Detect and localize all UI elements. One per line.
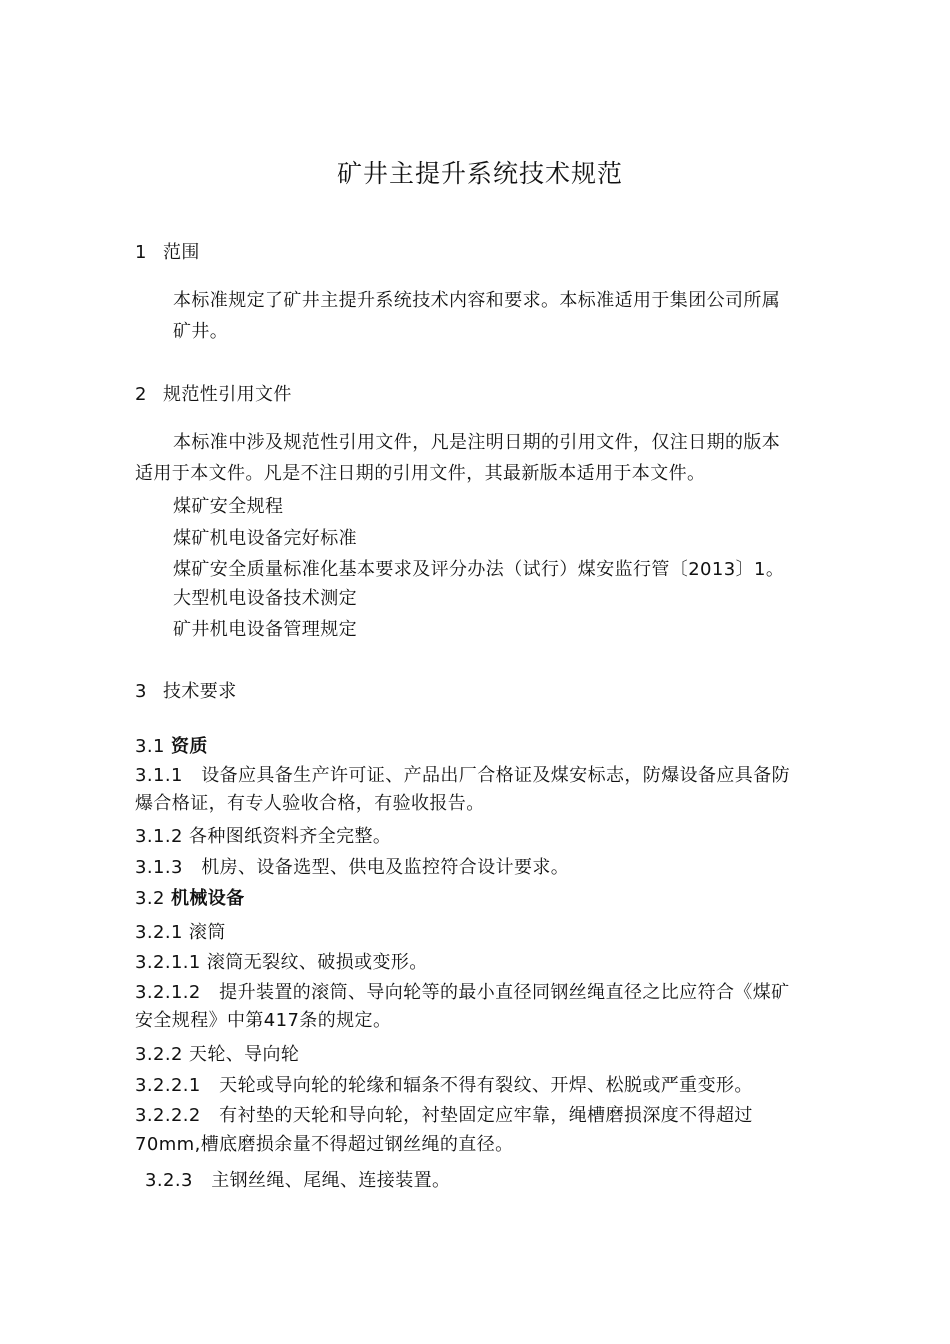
clause-line: 3.2.2.2 有衬垫的天轮和导向轮，衬垫固定应牢靠，绳槽磨损深度不得超过	[135, 1105, 753, 1126]
clause-line: 3.1.3 机房、设备选型、供电及监控符合设计要求。	[135, 857, 570, 878]
clause-line: 3.2.3 主钢丝绳、尾绳、连接装置。	[145, 1170, 451, 1191]
subsection-title: 机械设备	[170, 888, 245, 909]
reference-item: 煤矿安全规程	[173, 496, 284, 517]
subsection-number: 3.1	[135, 736, 165, 757]
clause-line: 3.1.2 各种图纸资料齐全完整。	[135, 826, 392, 847]
clause-line: 3.1.1 设备应具备生产许可证、产品出厂合格证及煤安标志，防爆设备应具备防	[135, 765, 790, 786]
section-number: 1	[135, 242, 147, 263]
reference-item: 矿井机电设备管理规定	[173, 619, 357, 640]
clause-line: 3.2.1 滚筒	[135, 922, 226, 943]
section-heading-2	[135, 384, 292, 406]
section-number: 2	[135, 384, 147, 405]
section-heading-3	[135, 681, 237, 703]
section-number: 3	[135, 681, 147, 702]
reference-item: 煤矿安全质量标准化基本要求及评分办法（试行）煤安监行管〔2013〕1。	[173, 559, 785, 580]
subsection-number: 3.2	[135, 888, 165, 909]
section-title: 技术要求	[163, 681, 237, 702]
paragraph-line: 适用于本文件。凡是不注日期的引用文件，其最新版本适用于本文件。	[135, 463, 706, 484]
clause-line: 3.2.2.1 天轮或导向轮的轮缘和辐条不得有裂纹、开焊、松脱或严重变形。	[135, 1075, 753, 1096]
reference-item: 大型机电设备技术测定	[173, 588, 357, 609]
section-heading-1	[135, 242, 200, 264]
clause-line: 爆合格证，有专人验收合格，有验收报告。	[135, 793, 485, 814]
reference-item: 煤矿机电设备完好标准	[173, 528, 357, 549]
subsection-heading	[135, 888, 245, 910]
section-title: 规范性引用文件	[163, 384, 292, 405]
paragraph-line: 本标准规定了矿井主提升系统技术内容和要求。本标准适用于集团公司所属	[173, 290, 781, 311]
clause-line: 安全规程》中第417条的规定。	[135, 1010, 392, 1031]
document-title: 矿井主提升系统技术规范	[337, 159, 624, 188]
clause-line: 3.2.1.1 滚筒无裂纹、破损或变形。	[135, 952, 428, 973]
subsection-title: 资质	[170, 736, 208, 757]
paragraph-line: 本标准中涉及规范性引用文件，凡是注明日期的引用文件，仅注日期的版本	[173, 432, 781, 453]
clause-line: 3.2.1.2 提升装置的滚筒、导向轮等的最小直径同钢丝绳直径之比应符合《煤矿	[135, 982, 790, 1003]
subsection-heading	[135, 736, 208, 758]
clause-line: 70mm,槽底磨损余量不得超过钢丝绳的直径。	[135, 1134, 514, 1155]
section-title: 范围	[163, 242, 200, 263]
paragraph-line: 矿井。	[173, 321, 229, 342]
clause-line: 3.2.2 天轮、导向轮	[135, 1044, 300, 1065]
